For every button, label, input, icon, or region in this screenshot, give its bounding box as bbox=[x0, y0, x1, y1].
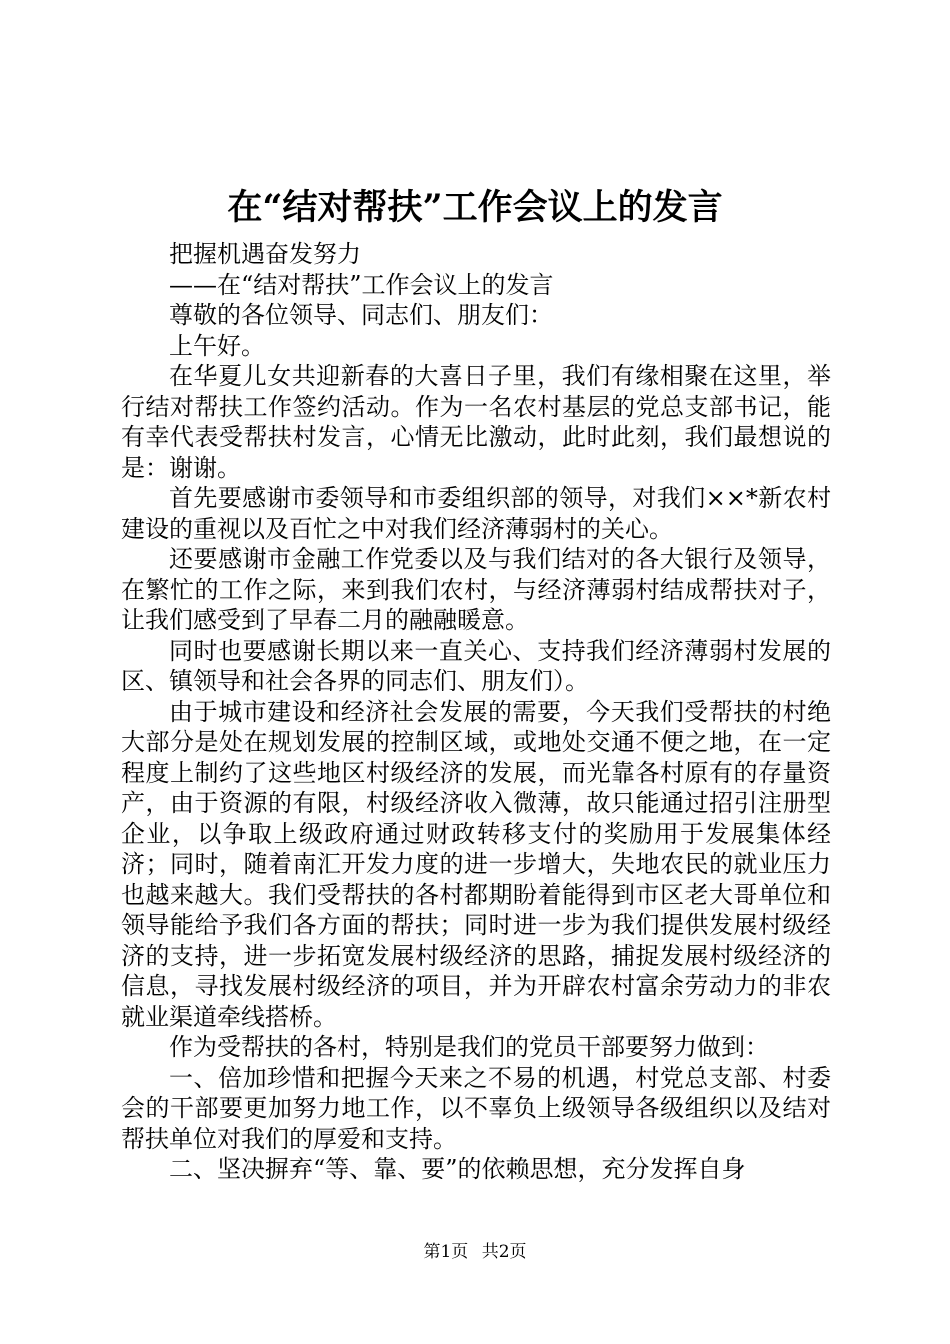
document-body bbox=[121, 239, 831, 1185]
subtitle: 把握机遇奋发努力 bbox=[169, 240, 361, 268]
page-number: 第1页 bbox=[423, 1242, 469, 1262]
page-total: 共2页 bbox=[481, 1242, 527, 1262]
body-paragraph: 二、坚决摒弃“等、靠、要”的依赖思想，充分发挥自身 bbox=[169, 1155, 746, 1183]
greeting: 上午好。 bbox=[169, 331, 265, 360]
salutation: 尊敬的各位领导、同志们、朋友们： bbox=[169, 301, 553, 329]
page-footer bbox=[0, 1240, 950, 1264]
subtitle-speech: ——在“结对帮扶”工作会议上的发言 bbox=[169, 270, 554, 299]
body-paragraph: 首先要感谢市委领导和市委组织部的领导，对我们××*新农村建设的重视以及百忙之中对我们经济薄弱村的关心。 bbox=[121, 484, 831, 543]
body-paragraph: 还要感谢市金融工作党委以及与我们结对的各大银行及领导，在繁忙的工作之际，来到我们农村，与经济薄弱村结成帮扶对子，让我们感受到了早春二月的融融暖意。 bbox=[121, 545, 831, 634]
document-title: 在“结对帮扶”工作会议上的发言 bbox=[227, 187, 723, 228]
body-paragraph: 同时也要感谢长期以来一直关心、支持我们经济薄弱村发展的区、镇领导和社会各界的同志们、朋友们）。 bbox=[121, 636, 831, 695]
body-paragraph: 由于城市建设和经济社会发展的需要，今天我们受帮扶的村绝大部分是处在规划发展的控制区域，或地处交通不便之地，在一定程度上制约了这些地区村级经济的发展，而光靠各村原有的存量资产，由于资源的有限，村级经济收入微薄，故只能通过招引注册型企业，以争取上级政府通过财政转移支付的奖励用于发展集体经济；同时，随着南汇开发力度的进一步增大，失地农民的就业压力也越来越大。我们受帮扶的各村都期盼着能得到市区老大哥单位和领导能给予我们各方面的帮扶；同时进一步为我们提供发展村级经济的支持，进一步拓宽发展村级经济的思路，捕捉发展村级经济的信息，寻找发展村级经济的项目，并为开辟农村富余劳动力的非农就业渠道牵线搭桥。 bbox=[121, 697, 831, 1031]
body-paragraph: 在华夏儿女共迎新春的大喜日子里，我们有缘相聚在这里，举行结对帮扶工作签约活动。作为一名农村基层的党总支部书记，能有幸代表受帮扶村发言，心情无比激动，此时此刻，我们最想说的是：谢谢。 bbox=[121, 362, 831, 482]
body-paragraph: 作为受帮扶的各村，特别是我们的党员干部要努力做到： bbox=[169, 1033, 769, 1061]
body-paragraph: 一、倍加珍惜和把握今天来之不易的机遇，村党总支部、村委会的干部要更加努力地工作，以不辜负上级领导各级组织以及结对帮扶单位对我们的厚爱和支持。 bbox=[121, 1063, 831, 1153]
